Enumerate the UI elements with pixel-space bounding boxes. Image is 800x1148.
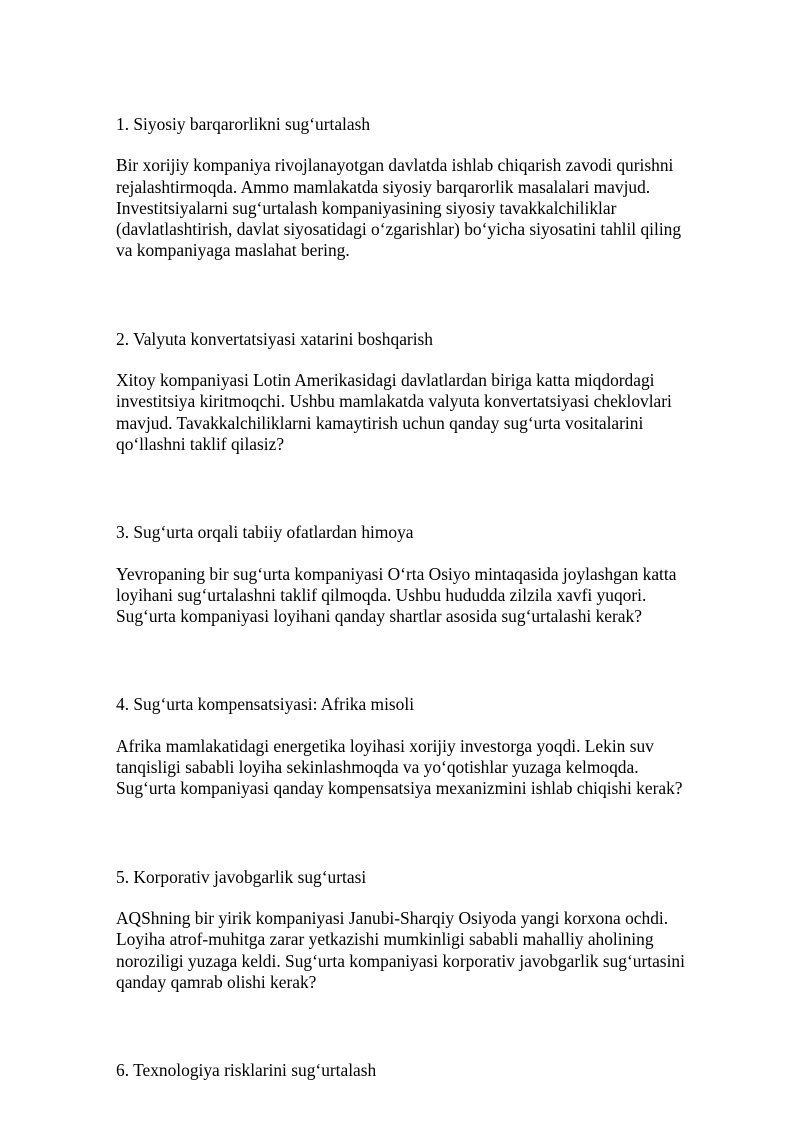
section-heading: 5. Korporativ javobgarlik sug‘urtasi (116, 866, 367, 887)
paragraph-line: Investitsiyalarni sug‘urtalash kompaniyasining siyosiy tavakkalchiliklar (116, 197, 617, 218)
paragraph-line: Loyiha atrof-muhitga zarar yetkazishi mumkinligi sababli mahalliy aholining (116, 929, 654, 950)
paragraph-line: Yevropaning bir sug‘urta kompaniyasi O‘rta Osiyo mintaqasida joylashgan katta (116, 563, 677, 584)
section-1 (116, 114, 756, 262)
paragraph-line: Sug‘urta kompaniyasi loyihani qanday shartlar asosida sug‘urtalashi kerak? (116, 606, 642, 627)
section-heading: 1. Siyosiy barqarorlikni sug‘urtalash (116, 114, 371, 134)
paragraph-line: Afrika mamlakatidagi energetika loyihasi xorijiy investorga yoqdi. Lekin suv (116, 735, 654, 756)
section-5 (116, 867, 756, 993)
paragraph-line: AQShning bir yirik kompaniyasi Janubi-Sharqiy Osiyoda yangi korxona ochdi. (116, 907, 669, 928)
paragraph-line: qo‘llashni taklif qilasiz? (116, 433, 285, 454)
paragraph-line: tanqisligi sababli loyiha sekinlashmoqda va yo‘qotishlar yuzaga kelmoqda. (116, 757, 639, 778)
paragraph-line: Bir xorijiy kompaniya rivojlanayotgan davlatda ishlab chiqarish zavodi qurishni (116, 155, 674, 176)
paragraph-line: rejalashtirmoqda. Ammo mamlakatda siyosiy barqarorlik masalalari mavjud. (116, 176, 651, 197)
section-6 (116, 1060, 756, 1081)
paragraph-line: (davlatlashtirish, davlat siyosatidagi o‘zgarishlar) bo‘yicha siyosatini tahlil qiling (116, 219, 682, 240)
section-paragraph (116, 564, 756, 628)
paragraph-line: loyihani sug‘urtalashni taklif qilmoqda. Ushbu hududda zilzila xavfi yuqori. (116, 584, 647, 605)
section-heading: 3. Sug‘urta orqali tabiiy ofatlardan himoya (116, 522, 414, 543)
section-paragraph (116, 370, 756, 455)
paragraph-line: noroziligi yuzaga keldi. Sug‘urta kompaniyasi korporativ javobgarlik sug‘urtasini (116, 950, 685, 971)
section-3 (116, 522, 756, 627)
section-2 (116, 329, 756, 455)
section-heading: 2. Valyuta konvertatsiyasi xatarini boshqarish (116, 328, 433, 349)
document-page (116, 114, 756, 1148)
section-4 (116, 694, 756, 799)
paragraph-line: investitsiya kiritmoqchi. Ushbu mamlakatda valyuta konvertatsiyasi cheklovlari (116, 391, 672, 412)
section-heading: 4. Sug‘urta kompensatsiyasi: Afrika misoli (116, 694, 415, 715)
paragraph-line: qanday qamrab olishi kerak? (116, 971, 317, 992)
section-paragraph (116, 155, 756, 261)
paragraph-line: Xitoy kompaniyasi Lotin Amerikasidagi davlatlardan biriga katta miqdordagi (116, 370, 655, 391)
paragraph-line: va kompaniyaga maslahat bering. (116, 240, 350, 261)
section-paragraph (116, 736, 756, 800)
paragraph-line: mavjud. Tavakkalchiliklarni kamaytirish uchun qanday sug‘urta vositalarini (116, 412, 644, 433)
section-heading: 6. Texnologiya risklarini sug‘urtalash (116, 1060, 377, 1081)
section-paragraph (116, 908, 756, 993)
paragraph-line: Sug‘urta kompaniyasi qanday kompensatsiya mexanizmini ishlab chiqishi kerak? (116, 778, 683, 799)
